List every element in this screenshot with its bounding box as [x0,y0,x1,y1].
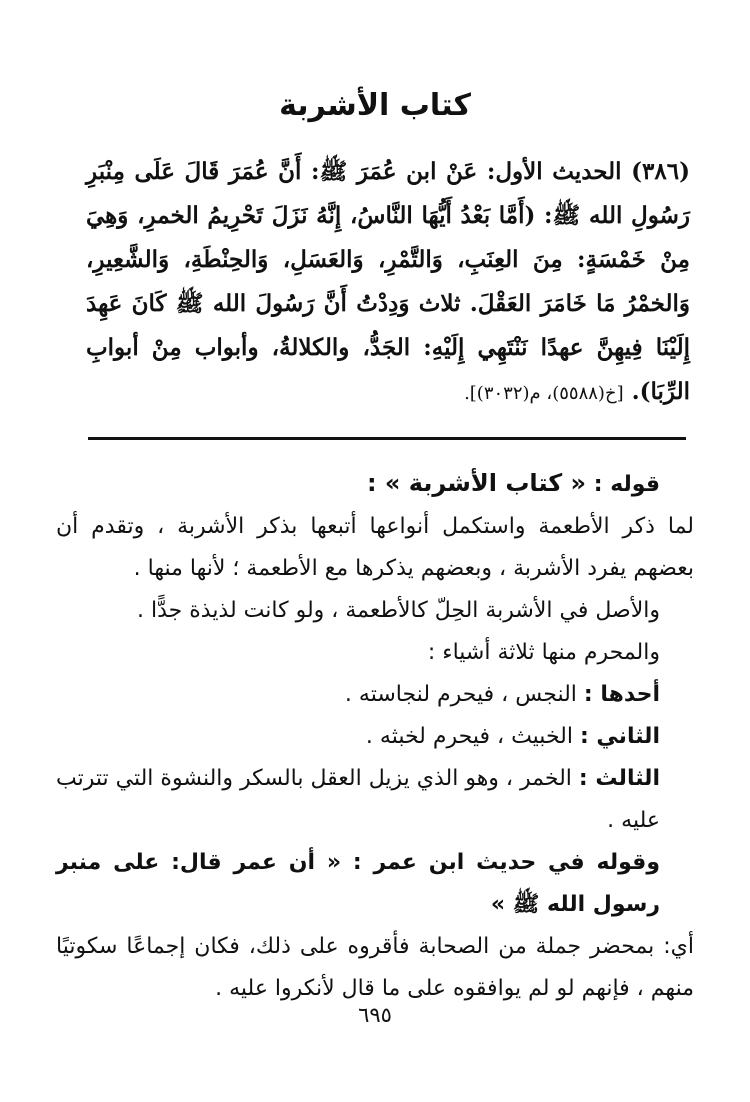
hadith-body: الحديث الأول: عَنْ ابن عُمَرَ ﷺ: أَنَّ عُمَرَ قَالَ عَلَى مِنْبَرِ رَسُولِ الله ﷺ: (أَمَّا بَعْدُ أَيُّهَا النَّاسُ، إِنَّهُ نَزَلَ تَحْرِيمُ الخمرِ، وَهِيَ مِنْ خَمْسَةٍ: مِنَ العِنَبِ، وَالتَّمْرِ، وَالعَسَلِ، وَالحِنْطَةِ، وَالشَّعِيرِ، وَالخمْرُ مَا خَامَرَ العَقْلَ. ثلاث وَدِدْتُ أَنَّ رَسُولَ الله ﷺ كَانَ عَهِدَ إِلَيْنَا فِيهِنَّ عهدًا نَنْتَهِي إِلَيْهِ: الجَدُّ، والكلالةُ، وأبواب مِنْ أبوابِ الرِّبَا). [86,158,690,405]
list-item-lead: الثاني : [579,724,660,749]
list-item-text: الخمر ، وهو الذي يزيل العقل بالسكر والنشوة التي تترتب عليه . [56,766,660,833]
commentary-block [56,462,694,1010]
list-item [56,758,694,842]
list-item [56,716,694,758]
chapter-title: كتاب الأشربة [279,88,471,123]
heading-quote: « كتاب الأشربة » : [366,469,587,497]
commentary-subheading [56,842,694,926]
paragraph: والمحرم منها ثلاثة أشياء : [427,640,660,665]
hadith-text-block [86,150,690,416]
page-number: ٦٩٥ [358,1003,392,1027]
list-item-lead: أحدها : [583,682,660,707]
subheading-prefix: وقوله في حديث ابن عمر : [352,850,660,875]
list-item [56,674,694,716]
list-item-lead: الثالث : [578,766,660,791]
heading-prefix: قوله : [593,472,660,497]
section-divider [88,437,686,440]
paragraph: لما ذكر الأطعمة واستكمل أنواعها أتبعها بذكر الأشربة ، وتقدم أن بعضهم يفرد الأشربة ، وبعضهم يذكرها مع الأطعمة ؛ لأنها منها . [56,514,694,581]
commentary-heading [56,462,694,506]
list-item-text: النجس ، فيحرم لنجاسته . [344,682,584,707]
paragraph: أي: بمحضر جملة من الصحابة فأقروه على ذلك، فكان إجماعًا سكوتيًا منهم ، فإنهم لو لم يوافقوه على ما قال لأنكروا عليه . [56,934,694,1001]
list-item-text: الخبيث ، فيحرم لخبثه . [365,724,580,749]
hadith-number: (٣٨٦) [631,158,690,185]
paragraph: والأصل في الأشربة الحِلّ كالأطعمة ، ولو كانت لذيذة جدًّا . [137,598,660,623]
subheading-quote: « أن عمر قال: على منبر رسول الله ﷺ » [56,850,660,917]
hadith-source-reference: [خ(٥٥٨٨)، م(٣٠٣٢)]. [464,383,624,404]
